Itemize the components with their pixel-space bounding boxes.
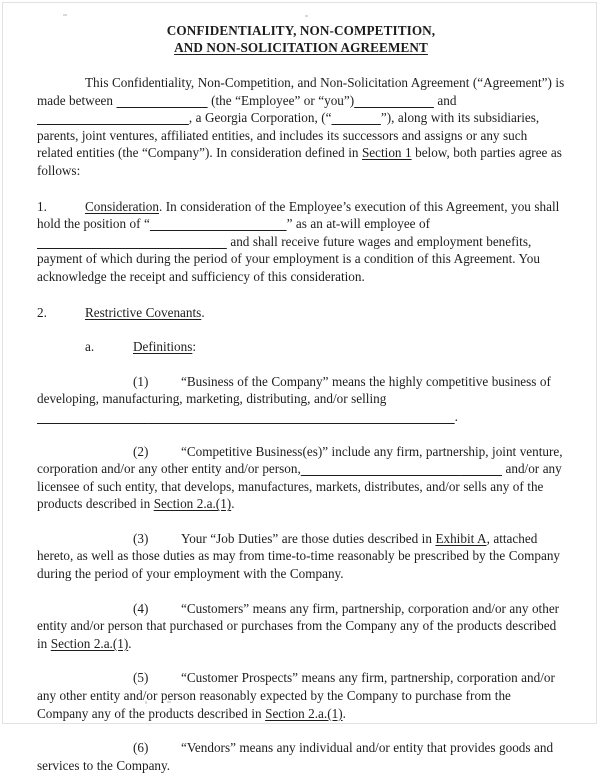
preamble-segment-5: ”), along with its subsidiaries, parents, joint ventures, affiliated entities, and includes its successors and assigns or any such related entities (the “Company”). In consideration defined in	[37, 110, 540, 161]
section-2a-trailing: :	[192, 339, 197, 355]
definition-3-marker: (3)	[133, 530, 149, 546]
section-1-segment-1: . In consideration of the Employee’s execution of this Agreement, you shall hold the position of “	[37, 198, 560, 232]
spacer	[37, 286, 565, 304]
section-2-trailing: .	[201, 304, 205, 320]
blank-field-employer-name[interactable]	[37, 234, 227, 249]
blank-field-position-title[interactable]	[150, 216, 287, 231]
spacer	[37, 583, 565, 600]
definition-4-marker: (4)	[133, 600, 149, 616]
definition-item-5	[37, 669, 565, 722]
definition-2-marker: (2)	[133, 443, 149, 459]
preamble-segment-2: (the “Employee” or “you”)	[207, 92, 355, 108]
definition-5-segment-1: “Customer Prospects” means any firm, partnership, corporation and/or any other entity and/or person reasonably expected by the Company to purchase from the Company any of the products described in	[37, 670, 555, 721]
definition-6-marker: (6)	[133, 740, 149, 756]
section-1-consideration	[37, 198, 565, 286]
section-2a-definitions	[37, 338, 565, 356]
definition-5-marker: (5)	[133, 670, 149, 686]
cross-reference-exhibit-a: Exhibit A	[435, 530, 487, 546]
definition-3-segment-2: , attached hereto, as well as those duties as may from time-to-time reasonably be prescribed by the Company during the period of your employment with the Company.	[37, 530, 561, 582]
blank-field-business-description-line-1[interactable]	[37, 409, 147, 424]
section-1-heading: Consideration	[85, 198, 159, 214]
definition-4-segment-1: “Customers” means any firm, partnership, corporation and/or any other entity and/or person that purchased or purchases from the Company any of the products described in	[37, 600, 560, 651]
section-2-restrictive-covenants	[37, 304, 565, 322]
blank-field-employee-alias[interactable]	[354, 93, 434, 108]
blank-field-employee-name[interactable]	[117, 93, 208, 108]
definition-item-3	[37, 530, 565, 583]
cross-reference-section-2a1: Section 2.a.(1)	[50, 635, 129, 651]
definition-item-2	[37, 443, 565, 513]
definition-2-segment-2: and/or any licensee of such entity, that develops, manufactures, markets, distributes, and/or sells any of the products described in	[37, 461, 562, 512]
spacer	[37, 356, 565, 373]
preamble-segment-3: and	[433, 92, 457, 108]
blank-field-company-alias[interactable]	[332, 110, 381, 125]
blank-field-competitive-business-line-1[interactable]	[301, 461, 460, 476]
scan-artifact-speck	[305, 15, 308, 17]
definition-2-segment-1: “Competitive Business(es)” include any firm, partnership, joint venture, corporation and/or any other entity and/or person,	[37, 443, 563, 477]
section-1-marker: 1.	[37, 198, 47, 214]
section-2-heading: Restrictive Covenants	[85, 304, 202, 320]
definition-6-segment-1: “Vendors” means any individual and/or entity that provides goods and services to the Company.	[37, 740, 554, 773]
section-2-marker: 2.	[37, 304, 47, 320]
definition-1-marker: (1)	[133, 373, 149, 389]
section-2a-heading: Definitions	[133, 339, 193, 355]
definition-4-segment-2: .	[128, 635, 132, 651]
section-1-segment-3: and shall receive future wages and employment benefits, payment of which during the period of your employment is a condition of this Agreement. You acknowledge the receipt and sufficiency of this consideration.	[37, 233, 540, 284]
cross-reference-section-2a1: Section 2.a.(1)	[153, 496, 232, 512]
definition-3-segment-1: Your “Job Duties” are those duties described in	[181, 530, 436, 546]
document-title	[37, 22, 565, 56]
blank-field-competitive-business-line-2[interactable]	[460, 461, 502, 476]
scan-artifact-speck	[63, 14, 67, 16]
document-body	[37, 22, 565, 774]
cross-reference-section-1: Section 1	[361, 145, 412, 161]
preamble-segment-1: This Confidentiality, Non-Competition, and Non-Solicitation Agreement (“Agreement”) is made between	[37, 75, 565, 108]
preamble-segment-6: below, both parties agree as follows:	[37, 145, 562, 178]
preamble-paragraph	[37, 74, 565, 180]
blank-field-company-name[interactable]	[37, 110, 189, 125]
spacer	[37, 513, 565, 530]
cross-reference-section-2a1: Section 2.a.(1)	[265, 705, 343, 721]
definition-5-segment-2: .	[342, 705, 346, 721]
section-2a-marker: a.	[85, 339, 95, 355]
definition-1-segment-1: “Business of the Company” means the highly competitive business of developing, manufacturing, marketing, distributing, and/or selling	[37, 373, 551, 407]
spacer	[37, 180, 565, 198]
spacer	[37, 652, 565, 669]
definition-item-1	[37, 373, 565, 426]
spacer	[37, 722, 565, 739]
spacer	[37, 321, 565, 338]
definition-2-segment-3: .	[231, 496, 235, 512]
title-line-2: AND NON-SOLICITATION AGREEMENT	[174, 40, 428, 55]
spacer	[37, 426, 565, 443]
section-1-segment-2: ” as an at-will employee of	[286, 216, 431, 232]
definition-1-segment-2: .	[454, 408, 458, 424]
blank-field-business-description-line-2[interactable]	[147, 409, 455, 424]
definition-item-6	[37, 739, 565, 774]
definition-item-4	[37, 600, 565, 653]
title-line-1: CONFIDENTIALITY, NON-COMPETITION,	[166, 23, 436, 38]
preamble-segment-4: , a Georgia Corporation, (“	[188, 110, 332, 126]
